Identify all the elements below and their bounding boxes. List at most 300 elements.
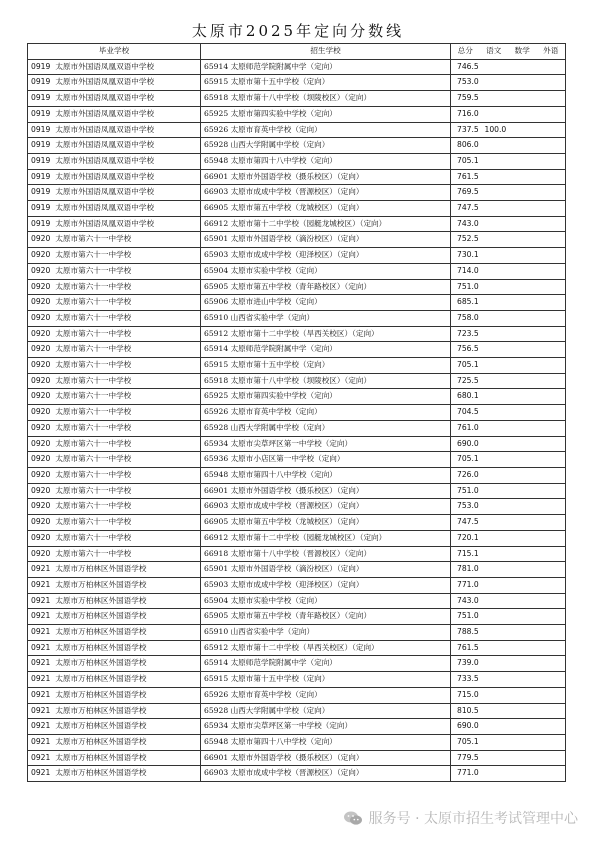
total-score: 690.0	[457, 438, 479, 448]
score-cell	[451, 734, 566, 750]
math-score	[510, 751, 537, 766]
math-score	[510, 154, 537, 169]
school-name: 太原市第六十一中学校	[55, 532, 132, 542]
school-name: 太原市万柏林区外国语学校	[55, 768, 147, 778]
score-cell	[451, 153, 566, 169]
school-cell	[28, 279, 201, 295]
school-cell	[28, 577, 201, 593]
total-score: 704.5	[457, 407, 479, 417]
page-title: 太原市2025年定向分数线	[191, 22, 405, 40]
total-score: 747.5	[457, 517, 479, 527]
total-score: 761.5	[457, 642, 479, 652]
english-score	[538, 531, 565, 546]
total-score: 737.5	[457, 124, 479, 134]
school-code: 0919	[31, 77, 51, 87]
english-score	[538, 185, 565, 200]
total-score: 714.0	[457, 265, 479, 275]
total-score: 685.1	[457, 297, 479, 307]
math-score	[510, 766, 537, 781]
school-code: 0921	[31, 736, 51, 746]
english-score	[538, 154, 565, 169]
score-table	[27, 43, 566, 782]
chinese-score	[484, 672, 510, 687]
school-name: 太原市外国语凤凰双语中学校	[55, 218, 155, 228]
school-code: 0921	[31, 705, 51, 715]
school-name: 太原市外国语凤凰双语中学校	[55, 171, 155, 181]
school-code: 0920	[31, 281, 51, 291]
school-name: 太原市第六十一中学校	[55, 312, 132, 322]
school-name: 太原市万柏林区外国语学校	[55, 736, 147, 746]
total-score: 716.0	[457, 108, 479, 118]
english-score	[538, 437, 565, 452]
chinese-score	[484, 264, 510, 279]
score-cell	[451, 75, 566, 91]
english-score	[538, 688, 565, 703]
english-score	[538, 735, 565, 750]
school-name: 太原市第六十一中学校	[55, 422, 132, 432]
score-cell	[451, 609, 566, 625]
school-cell	[28, 703, 201, 719]
score-cell	[451, 530, 566, 546]
english-score	[538, 625, 565, 640]
header-total: 总分	[457, 46, 473, 55]
chinese-score	[484, 358, 510, 373]
math-score	[510, 547, 537, 562]
math-score	[510, 688, 537, 703]
school-name: 太原市第六十一中学校	[55, 297, 132, 307]
score-cell	[451, 122, 566, 138]
school-cell	[28, 656, 201, 672]
math-score	[510, 264, 537, 279]
table-row	[28, 373, 566, 389]
total-score: 771.0	[457, 768, 479, 778]
math-score	[510, 123, 537, 138]
chinese-score	[484, 170, 510, 185]
enroll-cell: 65914 太原师范学院附属中学（定向）	[201, 59, 451, 75]
english-score	[538, 280, 565, 295]
school-code: 0920	[31, 297, 51, 307]
score-cell	[451, 169, 566, 185]
chinese-score	[484, 641, 510, 656]
table-header-row	[28, 44, 566, 60]
math-score	[510, 201, 537, 216]
enroll-cell: 65925 太原市第四实验中学校（定向）	[201, 389, 451, 405]
score-cell	[451, 248, 566, 264]
enroll-cell: 65928 山西大学附属中学校（定向）	[201, 703, 451, 719]
math-score	[510, 609, 537, 624]
chinese-score	[484, 594, 510, 609]
english-score	[538, 374, 565, 389]
school-name: 太原市第六十一中学校	[55, 265, 132, 275]
school-cell	[28, 719, 201, 735]
enroll-cell: 65926 太原市育英中学校（定向）	[201, 687, 451, 703]
total-score: 810.5	[457, 705, 479, 715]
enroll-cell: 65905 太原市第五中学校（青年路校区）（定向）	[201, 609, 451, 625]
score-cell	[451, 640, 566, 656]
score-cell	[451, 405, 566, 421]
table-row	[28, 593, 566, 609]
total-score: 779.5	[457, 752, 479, 762]
english-score	[538, 201, 565, 216]
total-score: 723.5	[457, 328, 479, 338]
school-code: 0920	[31, 250, 51, 260]
enroll-cell: 66912 太原市第十二中学校（园艇龙城校区）（定向）	[201, 216, 451, 232]
school-code: 0920	[31, 517, 51, 527]
school-name: 太原市第六十一中学校	[55, 469, 132, 479]
english-score	[538, 656, 565, 671]
school-name: 太原市第六十一中学校	[55, 281, 132, 291]
chinese-score	[484, 625, 510, 640]
school-name: 太原市万柏林区外国语学校	[55, 674, 147, 684]
english-score	[538, 311, 565, 326]
total-score: 733.5	[457, 674, 479, 684]
math-score	[510, 672, 537, 687]
enroll-cell: 66901 太原市外国语学校（摄乐校区）（定向）	[201, 483, 451, 499]
math-score	[510, 107, 537, 122]
total-score: 730.1	[457, 250, 479, 260]
school-cell	[28, 310, 201, 326]
school-name: 太原市万柏林区外国语学校	[55, 658, 147, 668]
math-score	[510, 562, 537, 577]
school-name: 太原市万柏林区外国语学校	[55, 721, 147, 731]
total-score: 725.5	[457, 375, 479, 385]
chinese-score	[484, 185, 510, 200]
school-cell	[28, 201, 201, 217]
table-row	[28, 389, 566, 405]
chinese-score	[484, 766, 510, 781]
school-cell	[28, 122, 201, 138]
enroll-cell: 65915 太原市第十五中学校（定向）	[201, 75, 451, 91]
english-score	[538, 484, 565, 499]
total-score: 705.1	[457, 155, 479, 165]
chinese-score	[484, 735, 510, 750]
english-score	[538, 641, 565, 656]
math-score	[510, 641, 537, 656]
school-cell	[28, 467, 201, 483]
school-code: 0920	[31, 312, 51, 322]
score-cell	[451, 546, 566, 562]
school-code: 0920	[31, 422, 51, 432]
school-cell	[28, 153, 201, 169]
score-cell	[451, 672, 566, 688]
school-name: 太原市第六十一中学校	[55, 250, 132, 260]
table-row	[28, 279, 566, 295]
enroll-cell: 65905 太原市第五中学校（青年路校区）（定向）	[201, 279, 451, 295]
school-name: 太原市外国语凤凰双语中学校	[55, 203, 155, 213]
school-cell	[28, 420, 201, 436]
table-row	[28, 467, 566, 483]
english-score	[538, 499, 565, 514]
enroll-cell: 65906 太原市进山中学校（定向）	[201, 295, 451, 311]
enroll-cell: 65926 太原市育英中学校（定向）	[201, 405, 451, 421]
chinese-score	[484, 719, 510, 734]
chinese-score	[484, 248, 510, 263]
math-score	[510, 656, 537, 671]
enroll-cell: 66905 太原市第五中学校（龙城校区）（定向）	[201, 515, 451, 531]
table-row	[28, 91, 566, 107]
school-name: 太原市第六十一中学校	[55, 328, 132, 338]
math-score	[510, 170, 537, 185]
table-row	[28, 405, 566, 421]
total-score: 715.0	[457, 689, 479, 699]
chinese-score	[484, 751, 510, 766]
total-score: 781.0	[457, 564, 479, 574]
chinese-score	[484, 232, 510, 247]
score-cell	[451, 436, 566, 452]
chinese-score	[484, 374, 510, 389]
english-score	[538, 232, 565, 247]
header-chinese: 语文	[486, 46, 502, 55]
math-score	[510, 594, 537, 609]
english-score	[538, 468, 565, 483]
math-score	[510, 248, 537, 263]
enroll-cell: 65948 太原市第四十八中学校（定向）	[201, 467, 451, 483]
table-row	[28, 562, 566, 578]
english-score	[538, 562, 565, 577]
total-score: 746.5	[457, 61, 479, 71]
chinese-score	[484, 201, 510, 216]
chinese-score	[484, 688, 510, 703]
school-code: 0920	[31, 344, 51, 354]
english-score	[538, 515, 565, 530]
math-score	[510, 327, 537, 342]
header-english: 外语	[543, 46, 559, 55]
school-cell	[28, 499, 201, 515]
score-cell	[451, 483, 566, 499]
math-score	[510, 91, 537, 106]
table-row	[28, 169, 566, 185]
score-cell	[451, 515, 566, 531]
math-score	[510, 452, 537, 467]
school-code: 0921	[31, 627, 51, 637]
school-cell	[28, 389, 201, 405]
school-code: 0920	[31, 265, 51, 275]
english-score	[538, 248, 565, 263]
table-row	[28, 216, 566, 232]
table-row	[28, 750, 566, 766]
table-row	[28, 625, 566, 641]
table-row	[28, 719, 566, 735]
math-score	[510, 374, 537, 389]
school-cell	[28, 766, 201, 782]
chinese-score	[484, 421, 510, 436]
math-score	[510, 484, 537, 499]
school-cell	[28, 483, 201, 499]
chinese-score	[484, 452, 510, 467]
enroll-cell: 65926 太原市育英中学校（定向）	[201, 122, 451, 138]
school-code: 0920	[31, 532, 51, 542]
score-cell	[451, 342, 566, 358]
chinese-score	[484, 437, 510, 452]
enroll-cell: 65914 太原师范学院附属中学（定向）	[201, 656, 451, 672]
enroll-cell: 65903 太原市成成中学校（迎泽校区）（定向）	[201, 577, 451, 593]
enroll-cell: 65904 太原市实验中学校（定向）	[201, 593, 451, 609]
school-name: 太原市第六十一中学校	[55, 454, 132, 464]
enroll-cell: 66912 太原市第十二中学校（园艇龙城校区）（定向）	[201, 530, 451, 546]
enroll-cell: 66901 太原市外国语学校（摄乐校区）（定向）	[201, 169, 451, 185]
school-code: 0919	[31, 93, 51, 103]
english-score	[538, 75, 565, 90]
math-score	[510, 185, 537, 200]
enroll-cell: 65925 太原市第四实验中学校（定向）	[201, 106, 451, 122]
math-score	[510, 60, 537, 75]
chinese-score	[484, 609, 510, 624]
score-cell	[451, 279, 566, 295]
total-score: 743.0	[457, 595, 479, 605]
school-cell	[28, 342, 201, 358]
chinese-score	[484, 515, 510, 530]
enroll-cell: 66901 太原市外国语学校（摄乐校区）（定向）	[201, 750, 451, 766]
school-cell	[28, 75, 201, 91]
header-scores	[451, 44, 566, 60]
math-score	[510, 735, 537, 750]
english-score	[538, 389, 565, 404]
total-score: 761.5	[457, 171, 479, 181]
school-cell	[28, 263, 201, 279]
chinese-score	[484, 311, 510, 326]
header-enroll: 招生学校	[201, 44, 451, 60]
table-row	[28, 263, 566, 279]
school-code: 0919	[31, 124, 51, 134]
math-score	[510, 515, 537, 530]
school-cell	[28, 216, 201, 232]
total-score: 761.0	[457, 422, 479, 432]
score-cell	[451, 310, 566, 326]
table-row	[28, 138, 566, 154]
table-row	[28, 436, 566, 452]
school-name: 太原市万柏林区外国语学校	[55, 564, 147, 574]
enroll-cell: 65934 太原市尖草坪区第一中学校（定向）	[201, 719, 451, 735]
watermark-text: 服务号 · 太原市招生考试管理中心	[368, 811, 578, 827]
school-code: 0921	[31, 642, 51, 652]
enroll-cell: 65948 太原市第四十八中学校（定向）	[201, 734, 451, 750]
math-score	[510, 280, 537, 295]
chinese-score	[484, 562, 510, 577]
math-score	[510, 499, 537, 514]
score-cell	[451, 562, 566, 578]
school-name: 太原市万柏林区外国语学校	[55, 627, 147, 637]
enroll-cell: 65918 太原市第十八中学校（坝陵校区）（定向）	[201, 91, 451, 107]
school-cell	[28, 232, 201, 248]
school-cell	[28, 169, 201, 185]
enroll-cell: 65912 太原市第十二中学校（旱西关校区）（定向）	[201, 326, 451, 342]
school-name: 太原市外国语凤凰双语中学校	[55, 93, 155, 103]
table-row	[28, 232, 566, 248]
english-score	[538, 609, 565, 624]
total-score: 759.5	[457, 93, 479, 103]
math-score	[510, 625, 537, 640]
total-score: 743.0	[457, 218, 479, 228]
total-score: 747.5	[457, 203, 479, 213]
school-cell	[28, 640, 201, 656]
score-cell	[451, 452, 566, 468]
score-cell	[451, 295, 566, 311]
chinese-score	[484, 342, 510, 357]
math-score	[510, 232, 537, 247]
enroll-cell: 65910 山西省实验中学（定向）	[201, 625, 451, 641]
english-score	[538, 547, 565, 562]
school-name: 太原市第六十一中学校	[55, 360, 132, 370]
total-score: 758.0	[457, 312, 479, 322]
table-row	[28, 342, 566, 358]
score-cell	[451, 719, 566, 735]
enroll-cell: 66918 太原市第十八中学校（晋源校区）（定向）	[201, 546, 451, 562]
chinese-score	[484, 91, 510, 106]
english-score	[538, 719, 565, 734]
english-score	[538, 264, 565, 279]
table-row	[28, 310, 566, 326]
total-score: 705.1	[457, 454, 479, 464]
table-row	[28, 687, 566, 703]
total-score: 751.0	[457, 611, 479, 621]
table-row	[28, 483, 566, 499]
english-score	[538, 295, 565, 310]
total-score: 715.1	[457, 548, 479, 558]
chinese-score	[484, 499, 510, 514]
school-code: 0920	[31, 360, 51, 370]
school-code: 0921	[31, 564, 51, 574]
table-row	[28, 420, 566, 436]
english-score	[538, 327, 565, 342]
school-code: 0919	[31, 61, 51, 71]
table-row	[28, 703, 566, 719]
math-score	[510, 358, 537, 373]
total-score: 756.5	[457, 344, 479, 354]
enroll-cell: 65912 太原市第十二中学校（旱西关校区）（定向）	[201, 640, 451, 656]
enroll-cell: 65948 太原市第四十八中学校（定向）	[201, 153, 451, 169]
english-score	[538, 123, 565, 138]
enroll-cell: 66903 太原市成成中学校（晋源校区）（定向）	[201, 499, 451, 515]
english-score	[538, 107, 565, 122]
school-cell	[28, 326, 201, 342]
chinese-score	[484, 405, 510, 420]
total-score: 690.0	[457, 721, 479, 731]
school-name: 太原市万柏林区外国语学校	[55, 595, 147, 605]
school-cell	[28, 295, 201, 311]
score-cell	[451, 216, 566, 232]
enroll-cell: 65901 太原市外国语学校（滴汾校区）（定向）	[201, 232, 451, 248]
chinese-score	[484, 704, 510, 719]
total-score: 769.5	[457, 187, 479, 197]
school-code: 0920	[31, 234, 51, 244]
school-name: 太原市外国语凤凰双语中学校	[55, 155, 155, 165]
math-score	[510, 468, 537, 483]
school-code: 0920	[31, 407, 51, 417]
math-score	[510, 75, 537, 90]
math-score	[510, 311, 537, 326]
school-code: 0920	[31, 328, 51, 338]
school-name: 太原市外国语凤凰双语中学校	[55, 61, 155, 71]
score-cell	[451, 656, 566, 672]
table-row	[28, 75, 566, 91]
enroll-cell: 65901 太原市外国语学校（滴汾校区）（定向）	[201, 562, 451, 578]
school-cell	[28, 625, 201, 641]
score-cell	[451, 373, 566, 389]
school-code: 0921	[31, 595, 51, 605]
chinese-score	[484, 295, 510, 310]
school-code: 0919	[31, 203, 51, 213]
english-score	[538, 766, 565, 781]
school-cell	[28, 59, 201, 75]
table-row	[28, 640, 566, 656]
chinese-score	[484, 531, 510, 546]
score-cell	[451, 593, 566, 609]
table-row	[28, 609, 566, 625]
table-row	[28, 452, 566, 468]
school-code: 0921	[31, 689, 51, 699]
table-row	[28, 515, 566, 531]
table-row	[28, 295, 566, 311]
